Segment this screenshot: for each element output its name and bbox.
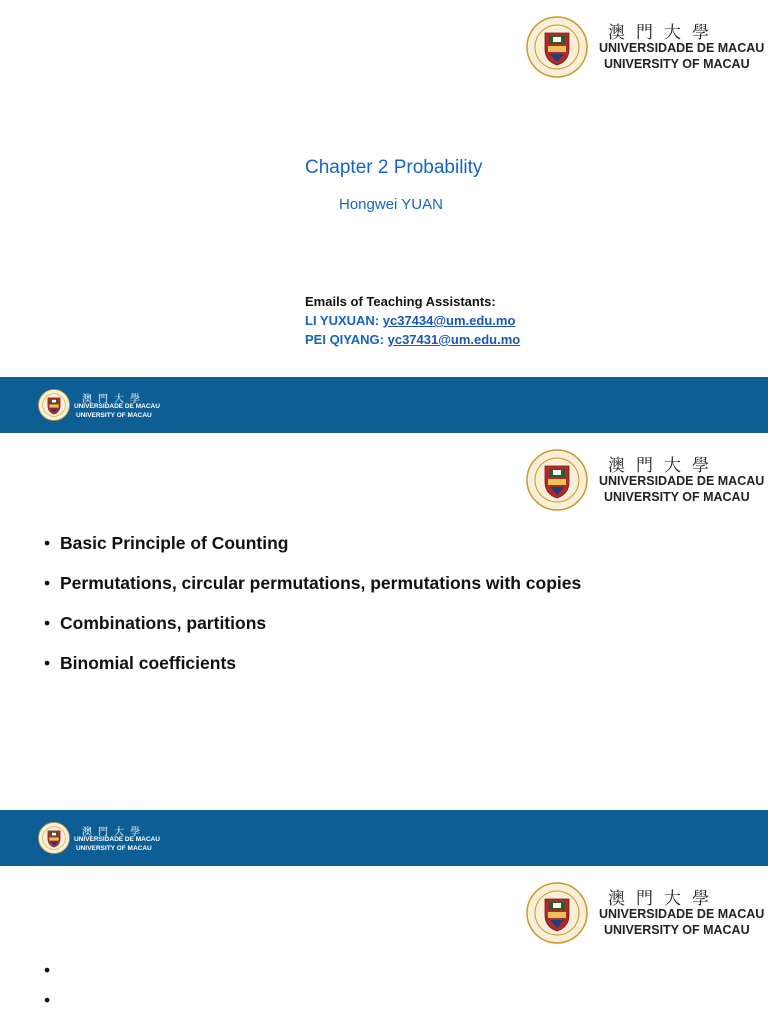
list-item (44, 989, 60, 1019)
footer-name-chinese: 澳門大學 (82, 827, 146, 838)
university-seal-icon (526, 449, 588, 511)
footer-bar (0, 810, 768, 866)
university-header (526, 449, 768, 513)
slide-1 (0, 0, 768, 433)
topic-list (44, 959, 60, 1019)
university-header (526, 16, 768, 80)
footer-bar (0, 377, 768, 433)
university-name-english: UNIVERSITY OF MACAU (604, 57, 750, 71)
ta-line (305, 313, 515, 328)
university-name-portuguese: UNIVERSIDADE DE MACAU (599, 907, 765, 921)
topic-list (44, 532, 581, 692)
ta-name: LI YUXUAN: (305, 313, 383, 328)
slide-3 (0, 866, 768, 1024)
footer-seal-icon (38, 822, 70, 854)
list-item: • Permutations, circular permutations, permutations with copies (44, 572, 581, 612)
university-name-chinese: 澳門大學 (608, 456, 720, 476)
ta-email-link[interactable]: yc37431@um.edu.mo (387, 332, 521, 347)
footer-name-portuguese: UNIVERSIDADE DE MACAU (74, 836, 160, 843)
footer-name-portuguese: UNIVERSIDADE DE MACAU (74, 403, 160, 410)
author-name: Hongwei YUAN (339, 196, 443, 213)
university-name-chinese: 澳門大學 (608, 23, 720, 43)
slide-2 (0, 433, 768, 866)
university-seal-icon (526, 882, 588, 944)
list-item: • Basic Principle of Counting (44, 532, 581, 572)
university-name-english: UNIVERSITY OF MACAU (604, 923, 750, 937)
ta-line (305, 332, 520, 347)
university-name-chinese: 澳門大學 (608, 889, 720, 909)
slide-title: Chapter 2 Probability (305, 157, 483, 178)
footer-name-english: UNIVERSITY OF MACAU (76, 845, 152, 852)
university-header (526, 882, 768, 946)
footer-seal-icon (38, 389, 70, 421)
university-name-english: UNIVERSITY OF MACAU (604, 490, 750, 504)
university-name-portuguese: UNIVERSIDADE DE MACAU (599, 41, 765, 55)
ta-name: PEI QIYANG: (305, 332, 388, 347)
list-item (44, 959, 60, 989)
footer-name-english: UNIVERSITY OF MACAU (76, 412, 152, 419)
ta-email-link[interactable]: yc37434@um.edu.mo (382, 313, 516, 328)
university-name-portuguese: UNIVERSIDADE DE MACAU (599, 474, 765, 488)
university-seal-icon (526, 16, 588, 78)
footer-name-chinese: 澳門大學 (82, 394, 146, 405)
ta-heading: Emails of Teaching Assistants: (305, 294, 496, 309)
list-item: • Combinations, partitions (44, 612, 581, 652)
list-item: • Binomial coefficients (44, 652, 581, 692)
